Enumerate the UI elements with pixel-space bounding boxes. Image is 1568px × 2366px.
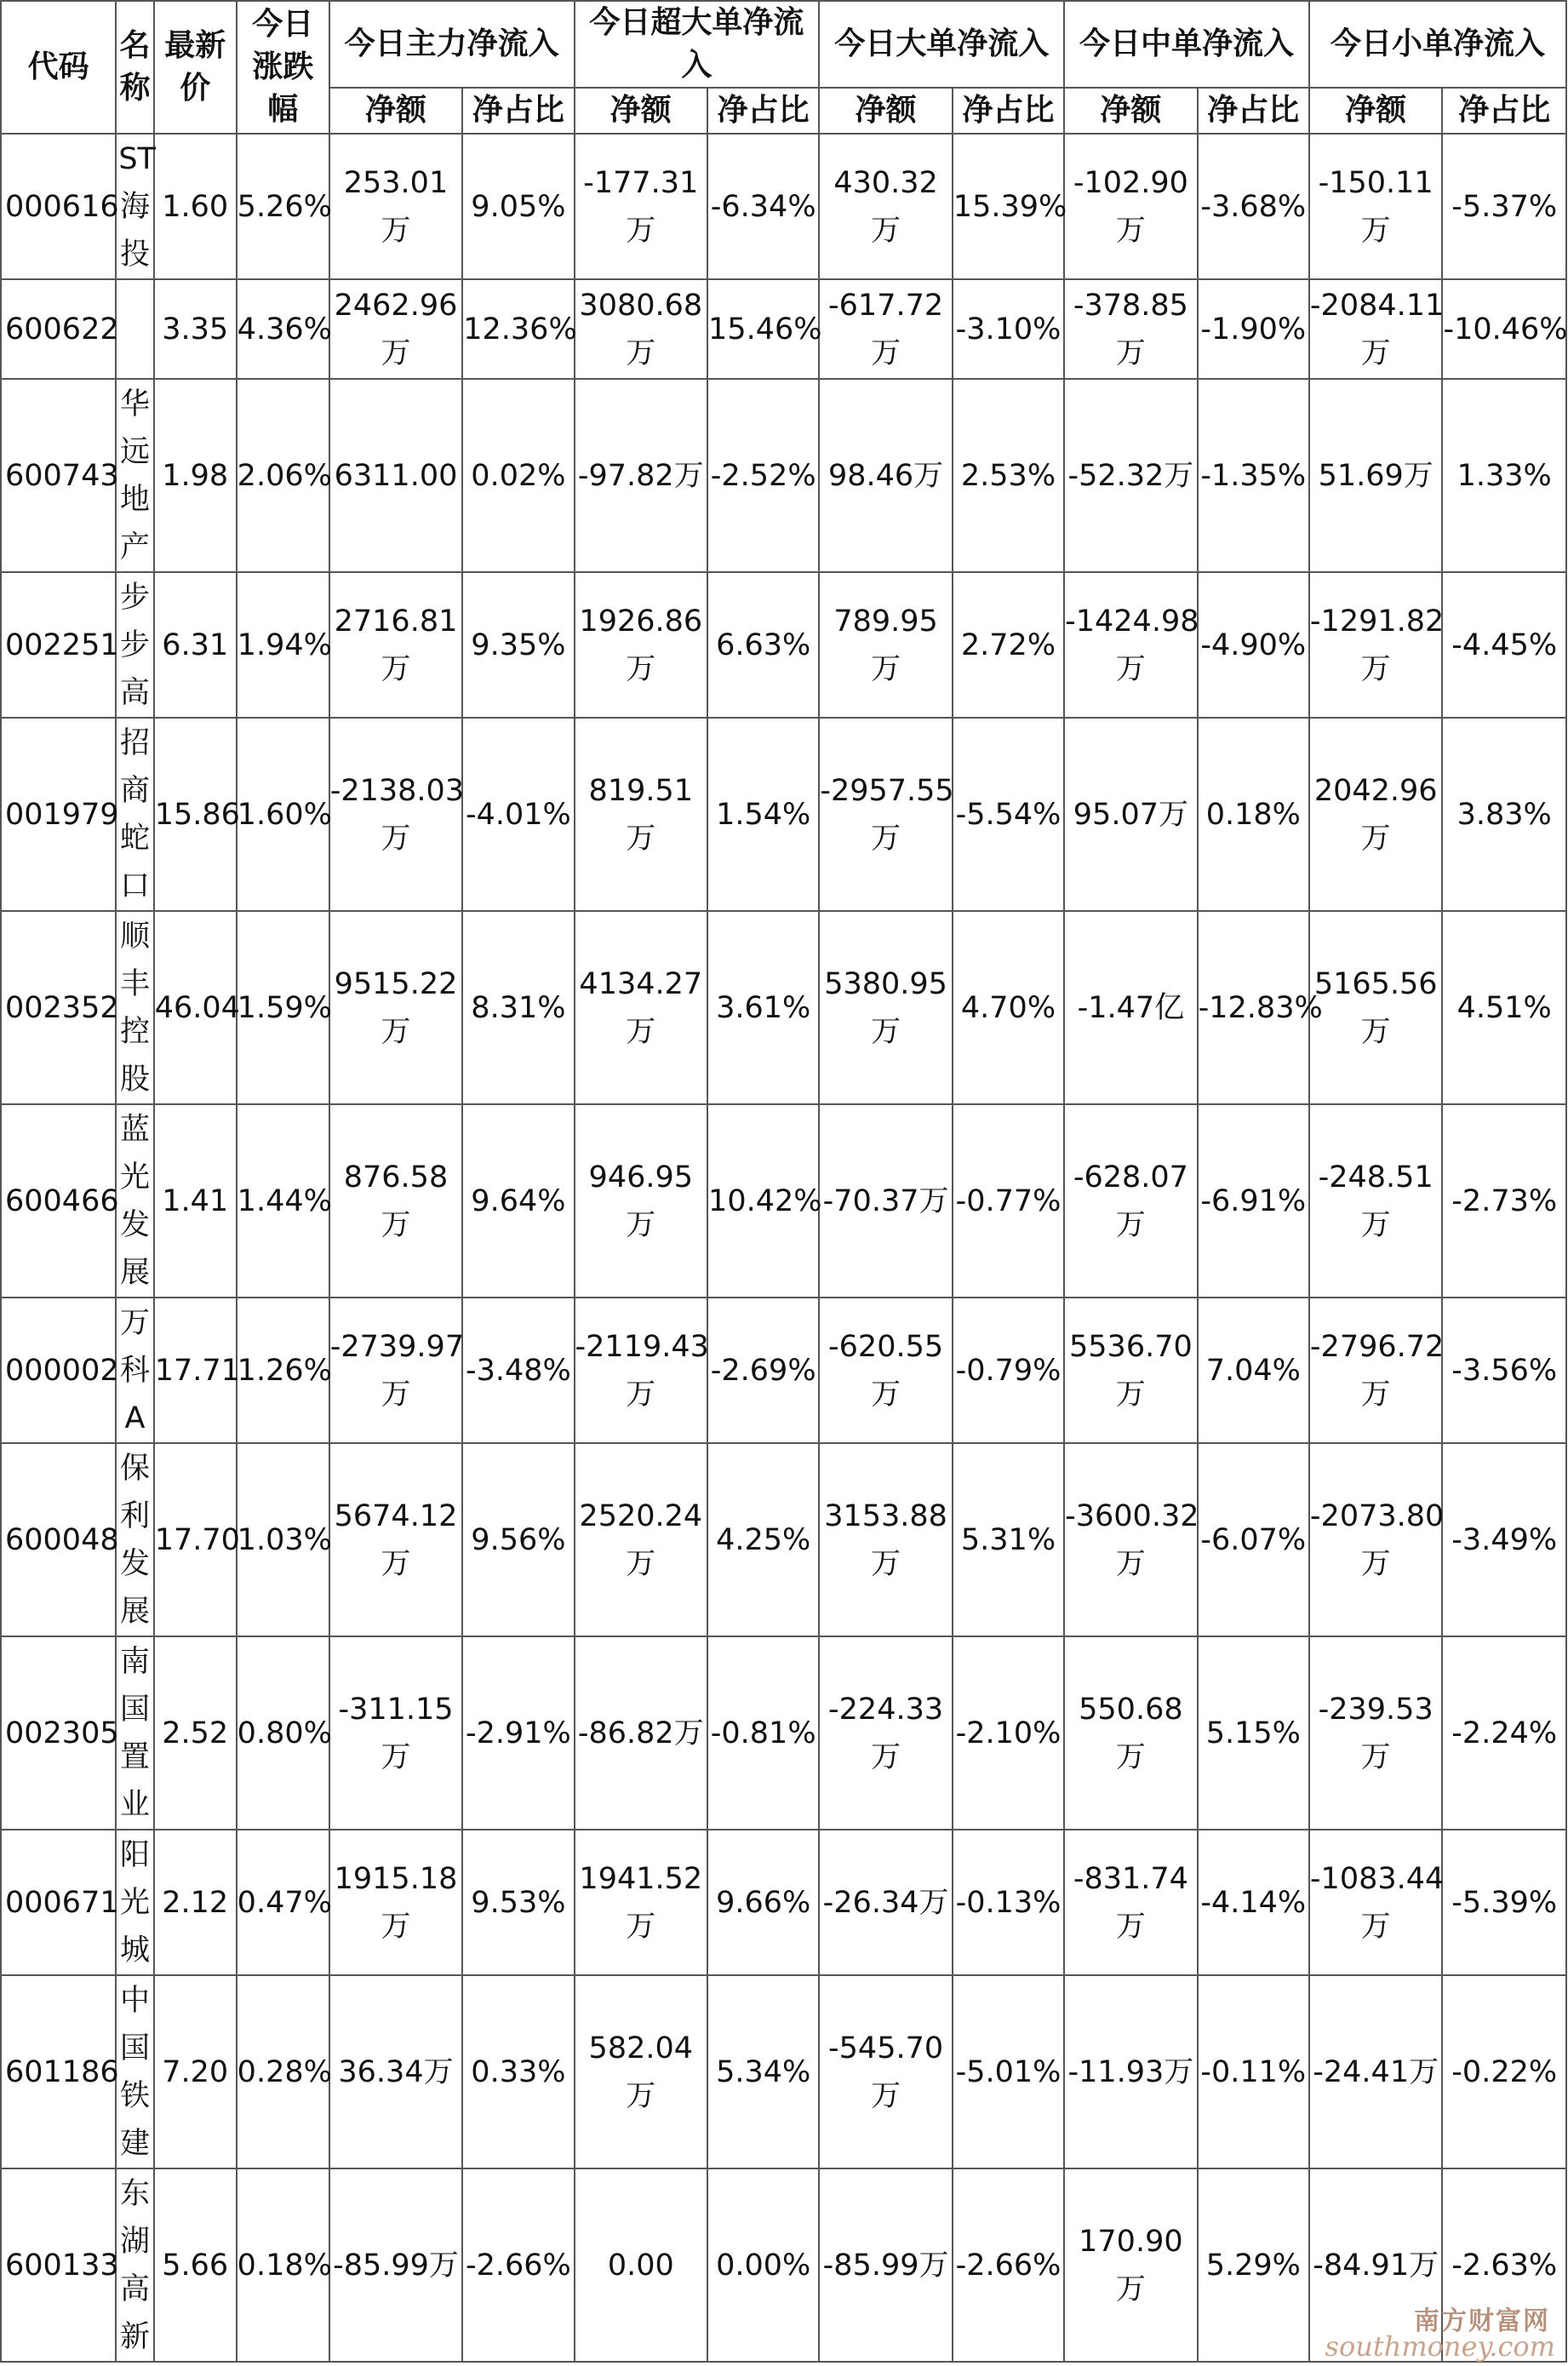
net-ratio: -3.68%: [1198, 134, 1309, 279]
net-amount: -85.99万: [819, 2168, 953, 2362]
stock-name: 招商蛇口: [116, 718, 153, 911]
net-ratio: 3.61%: [707, 911, 819, 1104]
net-amount: -1.47亿: [1064, 911, 1198, 1104]
stock-code: 000616: [1, 134, 116, 279]
latest-price: 17.71: [154, 1298, 237, 1443]
net-amount: -70.37万: [819, 1104, 953, 1298]
net-ratio: -10.46%: [1442, 279, 1566, 379]
net-ratio: -3.10%: [953, 279, 1064, 379]
latest-price: 46.04: [154, 911, 237, 1104]
change-percent: 1.59%: [237, 911, 329, 1104]
net-ratio: 1.54%: [707, 718, 819, 911]
change-percent: 1.26%: [237, 1298, 329, 1443]
header-super-large-inflow: 今日超大单净流入: [575, 1, 820, 88]
change-percent: 0.47%: [237, 1830, 329, 1975]
change-percent: 5.26%: [237, 134, 329, 279]
net-ratio: -3.56%: [1442, 1298, 1566, 1443]
net-amount: 5536.70万: [1064, 1298, 1198, 1443]
net-ratio: -4.14%: [1198, 1830, 1309, 1975]
change-percent: 0.18%: [237, 2168, 329, 2362]
net-ratio: -5.39%: [1442, 1830, 1566, 1975]
net-amount: 876.58万: [329, 1104, 463, 1298]
net-amount: 430.32万: [819, 134, 953, 279]
latest-price: 7.20: [154, 1975, 237, 2168]
net-ratio: -6.91%: [1198, 1104, 1309, 1298]
net-amount: -545.70万: [819, 1975, 953, 2168]
net-ratio: 15.39%: [953, 134, 1064, 279]
net-ratio: 4.70%: [953, 911, 1064, 1104]
change-percent: 1.44%: [237, 1104, 329, 1298]
net-amount: -248.51万: [1309, 1104, 1443, 1298]
latest-price: 3.35: [154, 279, 237, 379]
latest-price: 5.66: [154, 2168, 237, 2362]
net-ratio: -3.49%: [1442, 1443, 1566, 1636]
net-amount: 3153.88万: [819, 1443, 953, 1636]
net-ratio: -2.66%: [953, 2168, 1064, 2362]
net-ratio: 5.15%: [1198, 1636, 1309, 1830]
net-amount: -85.99万: [329, 2168, 463, 2362]
net-amount: 2520.24万: [575, 1443, 708, 1636]
net-amount: -2138.03万: [329, 718, 463, 911]
change-percent: 1.60%: [237, 718, 329, 911]
net-ratio: -0.13%: [953, 1830, 1064, 1975]
net-amount: 946.95万: [575, 1104, 708, 1298]
stock-code: 600133: [1, 2168, 116, 2362]
change-percent: 1.94%: [237, 572, 329, 718]
stock-name: 万科A: [116, 1298, 153, 1443]
table-row[interactable]: [1, 1636, 1566, 1830]
latest-price: 6.31: [154, 572, 237, 718]
net-amount: -11.93万: [1064, 1975, 1198, 2168]
net-amount: -26.34万: [819, 1830, 953, 1975]
table-row[interactable]: [1, 911, 1566, 1104]
stock-name: 步步高: [116, 572, 153, 718]
net-ratio: -0.11%: [1198, 1975, 1309, 2168]
watermark-en: southmoney.com: [1325, 2330, 1555, 2363]
net-ratio: -5.01%: [953, 1975, 1064, 2168]
net-amount: -620.55万: [819, 1298, 953, 1443]
net-amount: 5380.95万: [819, 911, 953, 1104]
net-ratio: 10.42%: [707, 1104, 819, 1298]
net-amount: 582.04万: [575, 1975, 708, 2168]
net-amount: -1291.82万: [1309, 572, 1443, 718]
net-amount: -84.91万: [1309, 2168, 1443, 2362]
net-amount: -177.31万: [575, 134, 708, 279]
net-ratio: 9.35%: [462, 572, 574, 718]
net-amount: 51.69万: [1309, 379, 1443, 572]
net-ratio: 12.36%: [462, 279, 574, 379]
subheader-ratio: 净占比: [707, 88, 819, 134]
change-percent: 0.28%: [237, 1975, 329, 2168]
net-amount: 98.46万: [819, 379, 953, 572]
net-ratio: 4.51%: [1442, 911, 1566, 1104]
change-percent: 1.03%: [237, 1443, 329, 1636]
stock-name: 顺丰控股: [116, 911, 153, 1104]
net-ratio: -2.73%: [1442, 1104, 1566, 1298]
stock-name: 阳光城: [116, 1830, 153, 1975]
net-amount: -831.74万: [1064, 1830, 1198, 1975]
subheader-ratio: 净占比: [1198, 88, 1309, 134]
header-code: 代码: [1, 1, 116, 134]
stock-name: 南国置业: [116, 1636, 153, 1830]
net-ratio: 0.02%: [462, 379, 574, 572]
net-ratio: 3.83%: [1442, 718, 1566, 911]
stock-name: 蓝光发展: [116, 1104, 153, 1298]
net-amount: -97.82万: [575, 379, 708, 572]
table-row[interactable]: [1, 1443, 1566, 1636]
net-amount: -628.07万: [1064, 1104, 1198, 1298]
subheader-amount: 净额: [819, 88, 953, 134]
net-amount: 3080.68万: [575, 279, 708, 379]
net-ratio: -6.34%: [707, 134, 819, 279]
stock-name: 保利发展: [116, 1443, 153, 1636]
net-amount: -86.82万: [575, 1636, 708, 1830]
header-large-inflow: 今日大单净流入: [819, 1, 1064, 88]
net-ratio: -5.54%: [953, 718, 1064, 911]
table-row[interactable]: [1, 1104, 1566, 1298]
stock-name: 东湖高新: [116, 2168, 153, 2362]
latest-price: 17.70: [154, 1443, 237, 1636]
net-ratio: -0.79%: [953, 1298, 1064, 1443]
net-amount: -2739.97万: [329, 1298, 463, 1443]
stock-code: 601186: [1, 1975, 116, 2168]
net-ratio: 15.46%: [707, 279, 819, 379]
net-amount: 550.68万: [1064, 1636, 1198, 1830]
net-amount: -1424.98万: [1064, 572, 1198, 718]
net-ratio: -4.01%: [462, 718, 574, 911]
net-ratio: 9.64%: [462, 1104, 574, 1298]
net-amount: -239.53万: [1309, 1636, 1443, 1830]
net-ratio: -2.24%: [1442, 1636, 1566, 1830]
header-small-inflow: 今日小单净流入: [1309, 1, 1566, 88]
header-name: 名称: [116, 1, 153, 134]
net-amount: 95.07万: [1064, 718, 1198, 911]
net-amount: 0.00: [575, 2168, 708, 2362]
net-ratio: -1.35%: [1198, 379, 1309, 572]
net-ratio: -4.90%: [1198, 572, 1309, 718]
subheader-ratio: 净占比: [1442, 88, 1566, 134]
change-percent: 0.80%: [237, 1636, 329, 1830]
latest-price: 2.52: [154, 1636, 237, 1830]
net-amount: -1083.44万: [1309, 1830, 1443, 1975]
stock-code: 000002: [1, 1298, 116, 1443]
net-ratio: -0.22%: [1442, 1975, 1566, 2168]
net-amount: 2042.96万: [1309, 718, 1443, 911]
header-price: 最新价: [154, 1, 237, 134]
net-amount: 2462.96万: [329, 279, 463, 379]
stock-code: 600743: [1, 379, 116, 572]
stock-name: 中国铁建: [116, 1975, 153, 2168]
stock-name: 华远地产: [116, 379, 153, 572]
change-percent: 2.06%: [237, 379, 329, 572]
watermark-logo: [1325, 2305, 1567, 2366]
net-amount: -150.11万: [1309, 134, 1443, 279]
latest-price: 15.86: [154, 718, 237, 911]
net-ratio: -2.69%: [707, 1298, 819, 1443]
net-amount: -24.41万: [1309, 1975, 1443, 2168]
net-ratio: 9.05%: [462, 134, 574, 279]
latest-price: 1.98: [154, 379, 237, 572]
net-amount: -2119.43万: [575, 1298, 708, 1443]
net-amount: -52.32万: [1064, 379, 1198, 572]
stock-code: 001979: [1, 718, 116, 911]
table-row[interactable]: [1, 134, 1566, 279]
net-ratio: -6.07%: [1198, 1443, 1309, 1636]
net-amount: 6311.00: [329, 379, 463, 572]
net-amount: -617.72万: [819, 279, 953, 379]
net-ratio: 1.33%: [1442, 379, 1566, 572]
table-row[interactable]: [1, 379, 1566, 572]
net-amount: -2796.72万: [1309, 1298, 1443, 1443]
latest-price: 1.41: [154, 1104, 237, 1298]
net-amount: -102.90万: [1064, 134, 1198, 279]
stock-name: ST海投: [116, 134, 153, 279]
net-ratio: 9.66%: [707, 1830, 819, 1975]
table-row[interactable]: [1, 572, 1566, 718]
net-amount: -378.85万: [1064, 279, 1198, 379]
subheader-ratio: 净占比: [953, 88, 1064, 134]
stock-code: 000671: [1, 1830, 116, 1975]
net-ratio: 8.31%: [462, 911, 574, 1104]
net-amount: -3600.32万: [1064, 1443, 1198, 1636]
net-amount: 1926.86万: [575, 572, 708, 718]
stock-code: 600466: [1, 1104, 116, 1298]
net-ratio: 6.63%: [707, 572, 819, 718]
subheader-amount: 净额: [1309, 88, 1443, 134]
net-ratio: -12.83%: [1198, 911, 1309, 1104]
change-percent: 4.36%: [237, 279, 329, 379]
net-ratio: 0.18%: [1198, 718, 1309, 911]
net-amount: -2073.80万: [1309, 1443, 1443, 1636]
latest-price: 2.12: [154, 1830, 237, 1975]
net-amount: 4134.27万: [575, 911, 708, 1104]
net-ratio: -2.91%: [462, 1636, 574, 1830]
table-row[interactable]: [1, 1298, 1566, 1443]
net-ratio: 5.31%: [953, 1443, 1064, 1636]
net-amount: 1941.52万: [575, 1830, 708, 1975]
net-ratio: 0.00%: [707, 2168, 819, 2362]
table-row[interactable]: [1, 279, 1566, 379]
net-ratio: -0.77%: [953, 1104, 1064, 1298]
latest-price: 1.60: [154, 134, 237, 279]
net-ratio: -4.45%: [1442, 572, 1566, 718]
table-row[interactable]: [1, 1975, 1566, 2168]
net-ratio: 9.53%: [462, 1830, 574, 1975]
net-ratio: 5.29%: [1198, 2168, 1309, 2362]
net-ratio: -2.52%: [707, 379, 819, 572]
net-amount: 5674.12万: [329, 1443, 463, 1636]
net-ratio: 2.72%: [953, 572, 1064, 718]
watermark-cn: 南方财富网: [1414, 2306, 1550, 2336]
table-row[interactable]: [1, 718, 1566, 911]
stock-code: 002251: [1, 572, 116, 718]
net-ratio: -2.63%: [1442, 2168, 1566, 2362]
net-ratio: 4.25%: [707, 1443, 819, 1636]
subheader-amount: 净额: [575, 88, 708, 134]
net-amount: 253.01万: [329, 134, 463, 279]
header-main-inflow: 今日主力净流入: [329, 1, 575, 88]
net-amount: -311.15万: [329, 1636, 463, 1830]
net-ratio: 9.56%: [462, 1443, 574, 1636]
net-ratio: -2.10%: [953, 1636, 1064, 1830]
net-amount: 5165.56万: [1309, 911, 1443, 1104]
net-ratio: 7.04%: [1198, 1298, 1309, 1443]
stock-code: 002352: [1, 911, 116, 1104]
stock-code: 600048: [1, 1443, 116, 1636]
header-change: 今日涨跌幅: [237, 1, 329, 134]
net-ratio: 5.34%: [707, 1975, 819, 2168]
net-ratio: 2.53%: [953, 379, 1064, 572]
net-ratio: 0.33%: [462, 1975, 574, 2168]
net-amount: 1915.18万: [329, 1830, 463, 1975]
net-amount: 2716.81万: [329, 572, 463, 718]
net-amount: 36.34万: [329, 1975, 463, 2168]
header-medium-inflow: 今日中单净流入: [1064, 1, 1309, 88]
net-ratio: -5.37%: [1442, 134, 1566, 279]
net-amount: 819.51万: [575, 718, 708, 911]
net-amount: 789.95万: [819, 572, 953, 718]
table-row[interactable]: [1, 1830, 1566, 1975]
net-ratio: -2.66%: [462, 2168, 574, 2362]
net-amount: 170.90万: [1064, 2168, 1198, 2362]
subheader-amount: 净额: [329, 88, 463, 134]
net-amount: -2957.55万: [819, 718, 953, 911]
net-amount: -2084.11万: [1309, 279, 1443, 379]
net-amount: 9515.22万: [329, 911, 463, 1104]
net-ratio: -3.48%: [462, 1298, 574, 1443]
net-amount: -224.33万: [819, 1636, 953, 1830]
stock-name: [116, 279, 153, 379]
subheader-ratio: 净占比: [462, 88, 574, 134]
net-ratio: -0.81%: [707, 1636, 819, 1830]
subheader-amount: 净额: [1064, 88, 1198, 134]
net-ratio: -1.90%: [1198, 279, 1309, 379]
stock-code: 002305: [1, 1636, 116, 1830]
stock-code: 600622: [1, 279, 116, 379]
